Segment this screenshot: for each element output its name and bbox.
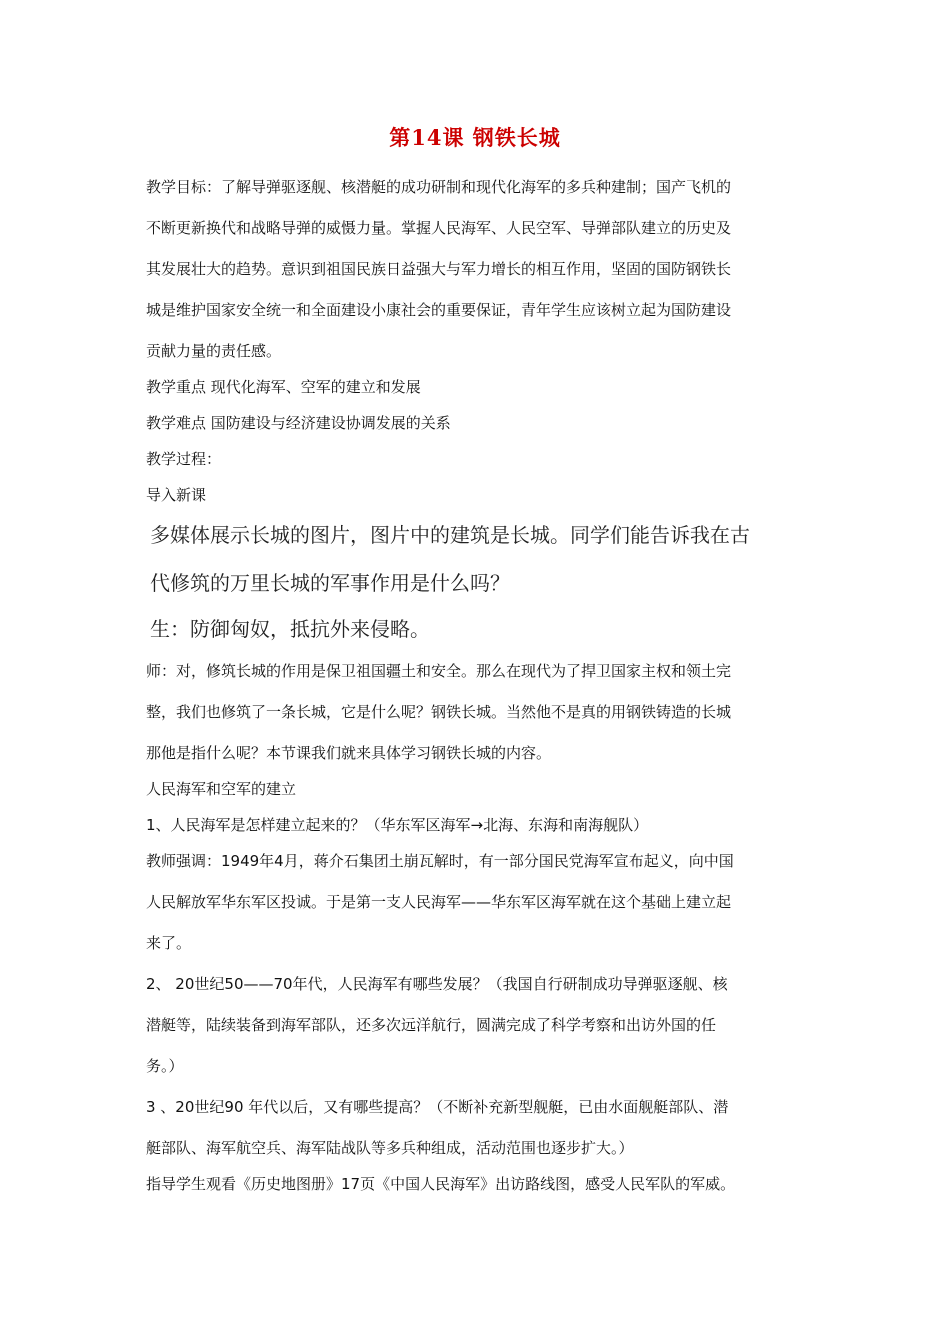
guidance-line: 指导学生观看《历史地图册》17页《中国人民海军》出访路线图，感受人民军队的军威。 [146, 1175, 736, 1193]
lesson-title: 第14课 钢铁长城 [389, 125, 561, 150]
question-1-line: 1、人民海军是怎样建立起来的？（华东军区海军→北海、东海和南海舰队） [146, 816, 649, 834]
student-answer-line: 生：防御匈奴，抵抗外来侵略。 [150, 617, 430, 641]
teacher-line-3: 那他是指什么呢？本节课我们就来具体学习钢铁长城的内容。 [146, 744, 552, 762]
emphasis-line-2: 人民解放军华东军区投诚。于是第一支人民海军——华东军区海军就在这个基础上建立起 [146, 893, 732, 911]
objectives-line-4: 城是维护国家安全统一和全面建设小康社会的重要保证，青年学生应该树立起为国防建设 [146, 301, 732, 319]
objectives-line-3: 其发展壮大的趋势。意识到祖国民族日益强大与军力增长的相互作用，坚固的国防钢铁长 [146, 260, 732, 278]
process-heading: 教学过程： [146, 450, 222, 468]
emphasis-line-3: 来了。 [146, 934, 192, 952]
objectives-line-2: 不断更新换代和战略导弹的威慑力量。掌握人民海军、人民空军、导弹部队建立的历史及 [146, 219, 732, 237]
section-heading: 人民海军和空军的建立 [146, 780, 297, 798]
question-2-line-3: 务。） [146, 1057, 184, 1075]
emphasis-line-1: 教师强调：1949年4月，蒋介石集团土崩瓦解时，有一部分国民党海军宣布起义，向中国 [146, 852, 734, 870]
intro-heading: 导入新课 [146, 486, 207, 504]
question-2-line-2: 潜艇等，陆续装备到海军部队，还多次远洋航行，圆满完成了科学考察和出访外国的任 [146, 1016, 717, 1034]
question-3-line-2: 艇部队、海军航空兵、海军陆战队等多兵种组成，活动范围也逐步扩大。） [146, 1139, 634, 1157]
intro-large-line-2: 代修筑的万里长城的军事作用是什么吗？ [150, 571, 510, 595]
teacher-line-1: 师：对，修筑长城的作用是保卫祖国疆土和安全。那么在现代为了捍卫国家主权和领土完 [146, 662, 732, 680]
teacher-line-2: 整，我们也修筑了一条长城，它是什么呢？钢铁长城。当然他不是真的用钢铁铸造的长城 [146, 703, 732, 721]
difficulties-line: 教学难点 国防建设与经济建设协调发展的关系 [146, 414, 451, 432]
intro-large-line-1: 多媒体展示长城的图片，图片中的建筑是长城。同学们能告诉我在古 [150, 523, 750, 547]
objectives-line-1: 教学目标：了解导弹驱逐舰、核潜艇的成功研制和现代化海军的多兵种建制；国产飞机的 [146, 178, 732, 196]
key-points-line: 教学重点 现代化海军、空军的建立和发展 [146, 378, 421, 396]
question-2-line-1: 2、 20世纪50——70年代，人民海军有哪些发展？（我国自行研制成功导弹驱逐舰、核 [146, 975, 728, 993]
objectives-line-5: 贡献力量的责任感。 [146, 342, 282, 360]
question-3-line-1: 3 、20世纪90 年代以后，又有哪些提高？（不断补充新型舰艇，已由水面舰艇部队、潜 [146, 1098, 729, 1116]
